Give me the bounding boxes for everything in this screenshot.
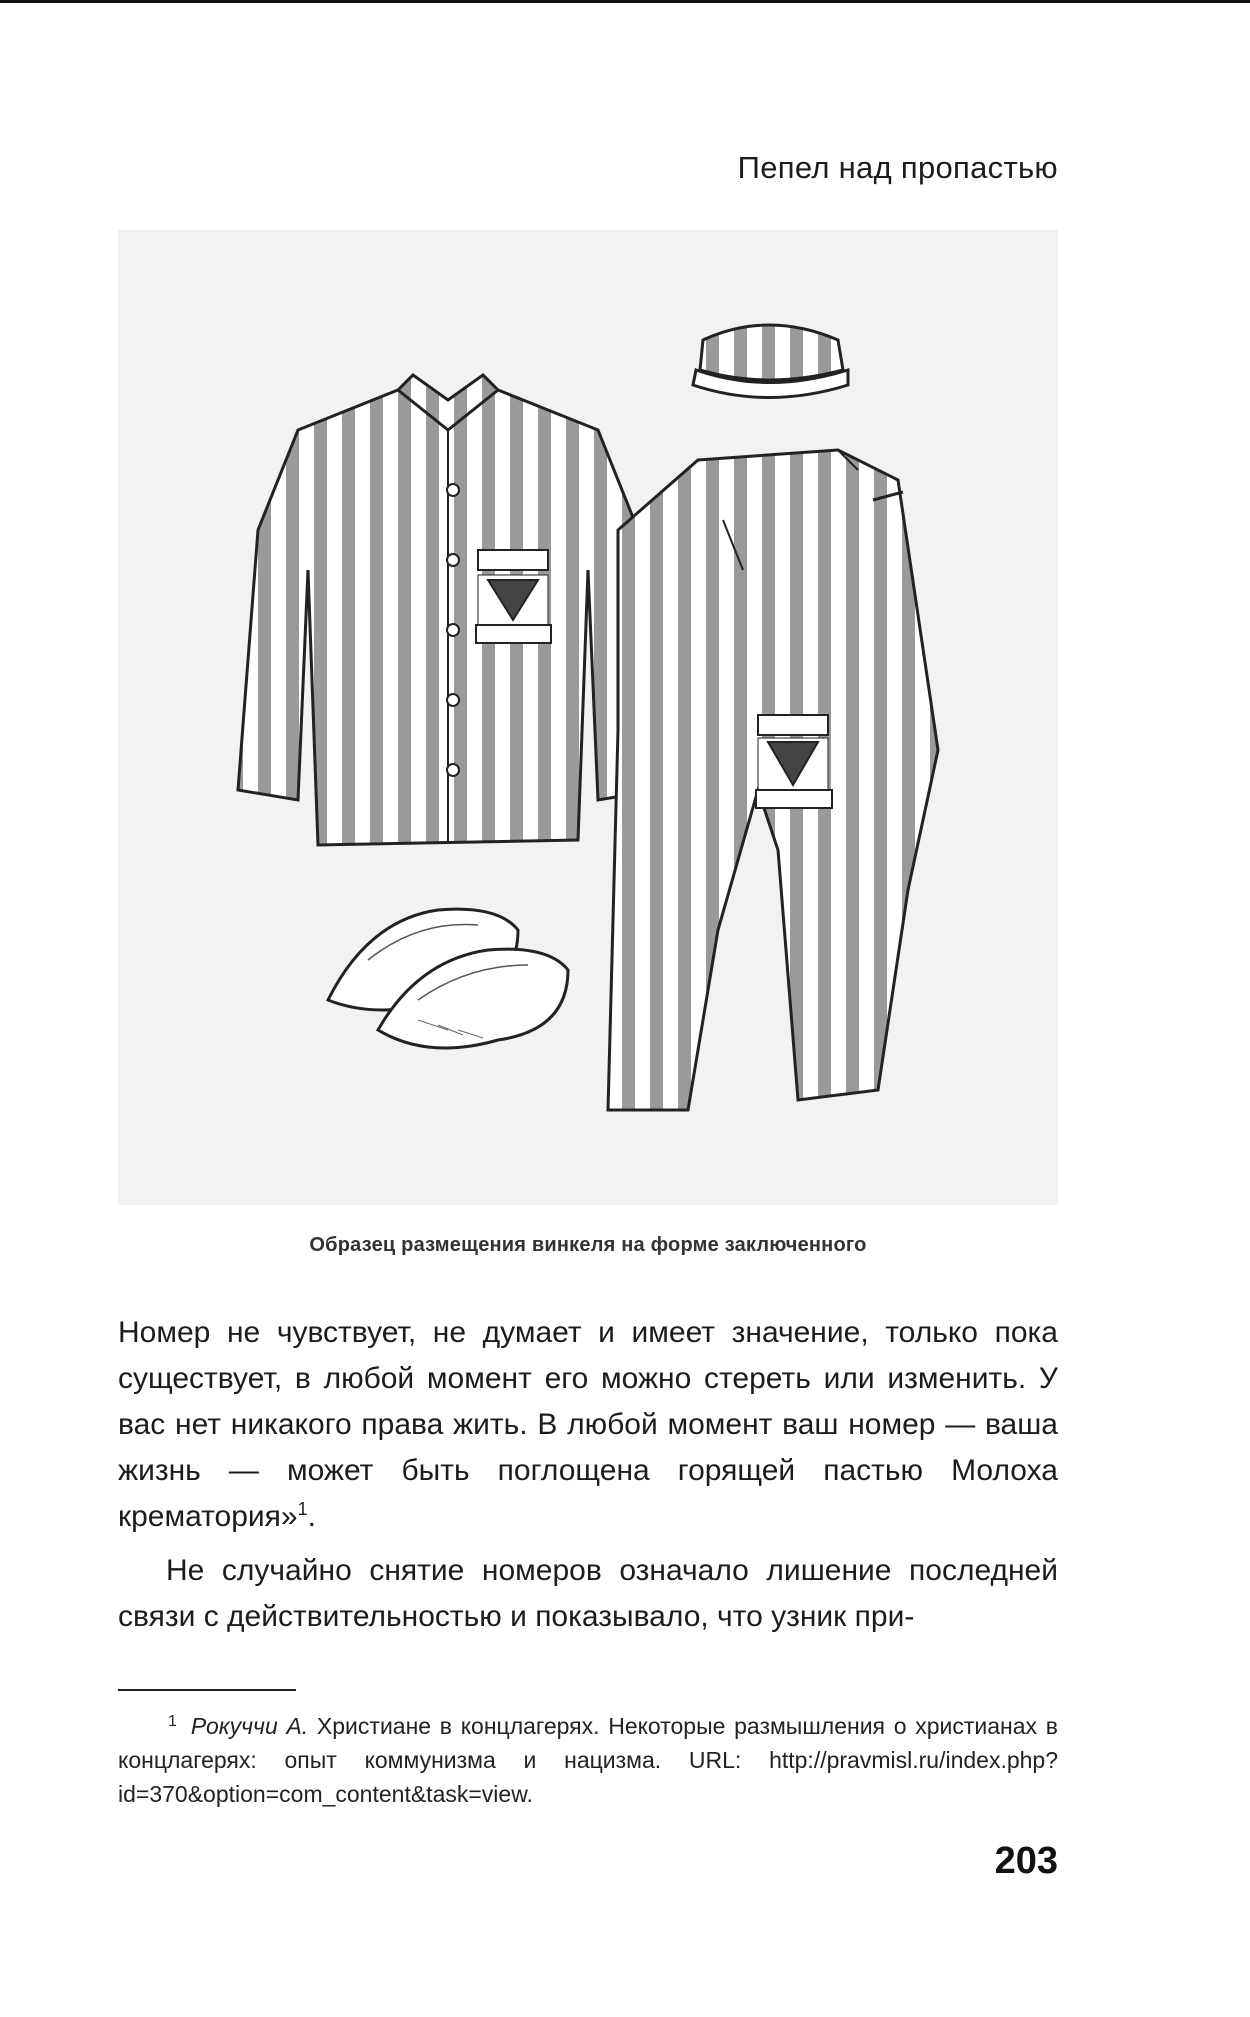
footnote-reference[interactable]: 1 <box>297 1499 308 1519</box>
striped-trousers <box>608 450 938 1110</box>
footnote-text: Христиане в концлагерях. Некоторые размышления о христианах в концлагерях: опыт коммунизма и нацизма. URL: http://pravmisl.ru/index.php?id=370&option=com_content&task=view. <box>118 1713 1058 1807</box>
wooden-clogs <box>328 909 568 1048</box>
footnote-author: Рокуччи А. <box>190 1713 309 1739</box>
footnote-number: 1 <box>168 1713 177 1730</box>
striped-cap <box>693 325 848 398</box>
paragraph-1: Номер не чувствует, не думает и имеет значение, только пока существует, в любой момент его можно стереть или изменить. У вас нет никакого права жить. В любой момент ваш номер — ваша жизнь — может быть поглощена горящей пастью Молоха крематория»$^1$. <box>118 1316 1058 1533</box>
striped-shirt <box>238 375 658 845</box>
page-number: 203 <box>994 1840 1058 1882</box>
footnote-divider <box>118 1689 296 1691</box>
body-text <box>118 1310 1058 1640</box>
running-title: Пепел над пропастью <box>737 150 1058 185</box>
uniform-illustration <box>118 230 1058 1205</box>
paragraph-2: Не случайно снятие номеров означало лишение последней связи с действительностью и показывало, что узник при- <box>118 1554 1058 1633</box>
top-rule <box>0 0 1250 3</box>
figure-caption: Образец размещения винкеля на форме заключенного <box>309 1234 867 1256</box>
footnote <box>118 1705 1058 1811</box>
